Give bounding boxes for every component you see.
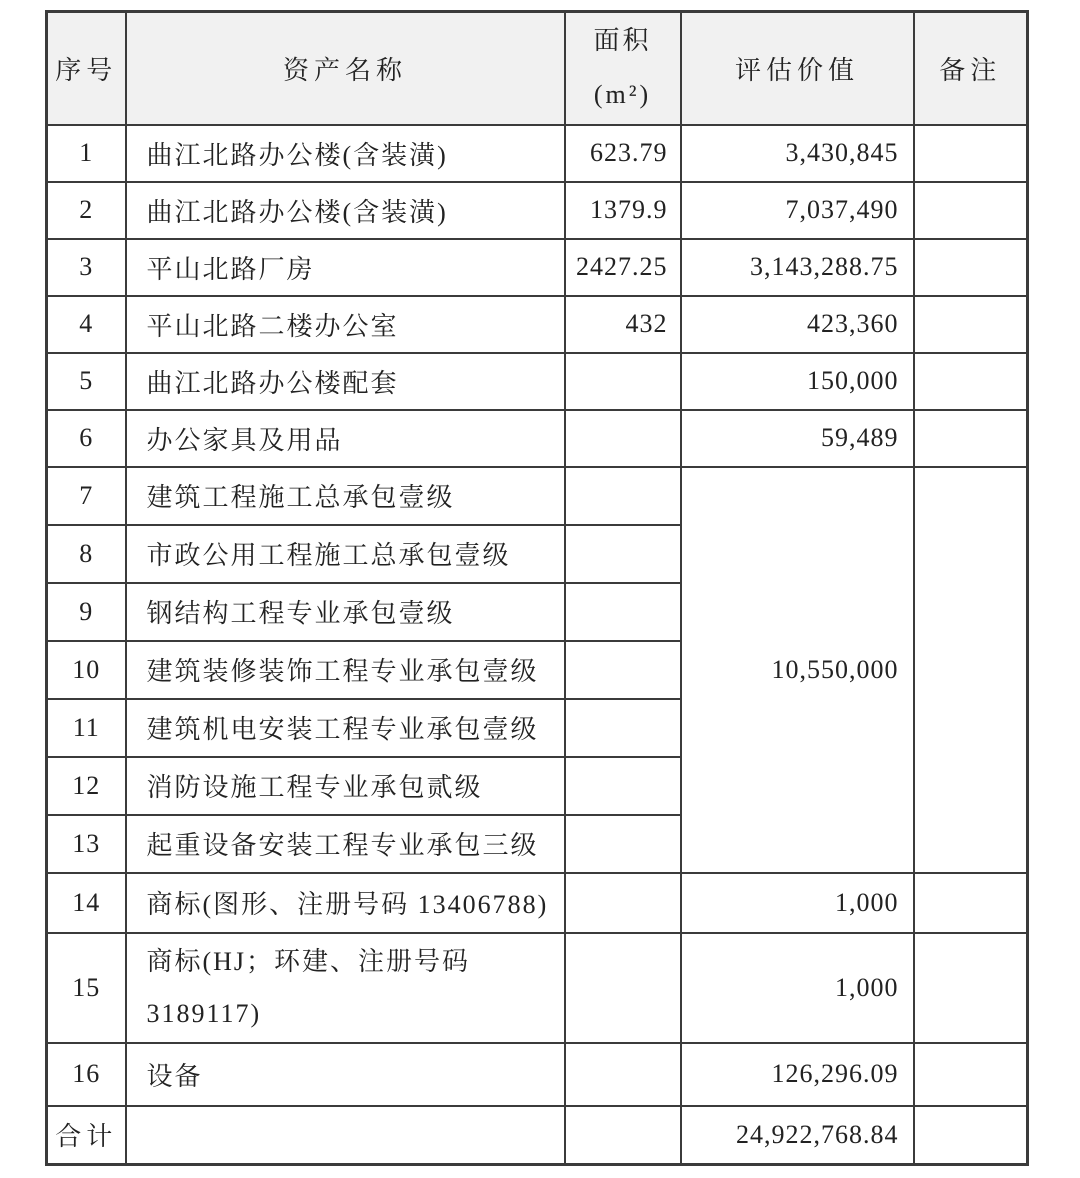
cell-value: 150,000 [681, 353, 914, 410]
cell-area: 623.79 [565, 125, 681, 182]
total-name-empty [126, 1106, 565, 1165]
table-row [47, 125, 1028, 182]
total-remark-empty [914, 1106, 1028, 1165]
cell-asset-name: 曲江北路办公楼配套 [126, 353, 565, 410]
cell-asset-name: 曲江北路办公楼(含装潢) [126, 125, 565, 182]
cell-remark [914, 125, 1028, 182]
cell-value-merged: 10,550,000 [681, 467, 914, 873]
cell-asset-name: 建筑机电安装工程专业承包壹级 [126, 699, 565, 757]
cell-area [565, 641, 681, 699]
cell-asset-name: 消防设施工程专业承包贰级 [126, 757, 565, 815]
cell-remark [914, 296, 1028, 353]
cell-asset-name: 商标(图形、注册号码 13406788) [126, 873, 565, 933]
cell-remark [914, 1043, 1028, 1106]
cell-no: 10 [47, 641, 126, 699]
cell-area [565, 525, 681, 583]
header-area-line1: 面积 [593, 26, 652, 56]
asset-name-line2: 3189117) [146, 998, 262, 1028]
cell-asset-name: 建筑工程施工总承包壹级 [126, 467, 565, 525]
cell-area [565, 699, 681, 757]
cell-no: 8 [47, 525, 126, 583]
cell-no: 4 [47, 296, 126, 353]
table-row [47, 239, 1028, 296]
cell-area [565, 933, 681, 1043]
cell-asset-name: 市政公用工程施工总承包壹级 [126, 525, 565, 583]
cell-value: 59,489 [681, 410, 914, 467]
cell-asset-name: 平山北路二楼办公室 [126, 296, 565, 353]
table-row [47, 873, 1028, 933]
total-label: 合计 [47, 1106, 126, 1165]
cell-value: 3,143,288.75 [681, 239, 914, 296]
cell-remark [914, 873, 1028, 933]
cell-no: 15 [47, 933, 126, 1043]
cell-asset-name: 平山北路厂房 [126, 239, 565, 296]
total-value: 24,922,768.84 [681, 1106, 914, 1165]
cell-asset-name: 起重设备安装工程专业承包三级 [126, 815, 565, 873]
cell-remark [914, 353, 1028, 410]
header-asset-name: 资产名称 [126, 12, 565, 125]
table-row [47, 467, 1028, 525]
asset-valuation-table [45, 10, 1029, 1166]
table-row [47, 296, 1028, 353]
cell-area [565, 467, 681, 525]
cell-asset-name: 设备 [126, 1043, 565, 1106]
cell-value: 126,296.09 [681, 1043, 914, 1106]
cell-no: 1 [47, 125, 126, 182]
cell-value: 7,037,490 [681, 182, 914, 239]
header-appraised-value: 评估价值 [681, 12, 914, 125]
cell-area: 2427.25 [565, 239, 681, 296]
header-row [47, 12, 1028, 125]
cell-asset-name: 钢结构工程专业承包壹级 [126, 583, 565, 641]
header-remark: 备注 [914, 12, 1028, 125]
cell-no: 9 [47, 583, 126, 641]
total-area-empty [565, 1106, 681, 1165]
cell-area [565, 583, 681, 641]
table-row [47, 1043, 1028, 1106]
cell-no: 5 [47, 353, 126, 410]
cell-remark [914, 410, 1028, 467]
header-area-line2: (m²) [593, 80, 652, 110]
table-row [47, 410, 1028, 467]
cell-remark [914, 182, 1028, 239]
cell-asset-name: 曲江北路办公楼(含装潢) [126, 182, 565, 239]
cell-asset-name: 建筑装修装饰工程专业承包壹级 [126, 641, 565, 699]
cell-remark [914, 239, 1028, 296]
table-row [47, 933, 1028, 1043]
cell-no: 16 [47, 1043, 126, 1106]
cell-area [565, 1043, 681, 1106]
cell-area [565, 353, 681, 410]
cell-value: 3,430,845 [681, 125, 914, 182]
cell-no: 3 [47, 239, 126, 296]
cell-no: 11 [47, 699, 126, 757]
table-row [47, 353, 1028, 410]
table-row [47, 182, 1028, 239]
cell-asset-name [126, 933, 565, 1043]
cell-no: 6 [47, 410, 126, 467]
header-area [565, 12, 681, 125]
cell-area [565, 815, 681, 873]
cell-value: 423,360 [681, 296, 914, 353]
cell-area [565, 757, 681, 815]
cell-area: 432 [565, 296, 681, 353]
cell-remark-merged [914, 467, 1028, 873]
cell-no: 14 [47, 873, 126, 933]
asset-name-line1: 商标(HJ；环建、注册号码 [146, 946, 471, 976]
total-row [47, 1106, 1028, 1165]
cell-value: 1,000 [681, 873, 914, 933]
cell-asset-name: 办公家具及用品 [126, 410, 565, 467]
cell-area: 1379.9 [565, 182, 681, 239]
cell-no: 13 [47, 815, 126, 873]
cell-area [565, 873, 681, 933]
cell-no: 7 [47, 467, 126, 525]
cell-remark [914, 933, 1028, 1043]
header-no: 序号 [47, 12, 126, 125]
cell-area [565, 410, 681, 467]
cell-no: 12 [47, 757, 126, 815]
cell-no: 2 [47, 182, 126, 239]
cell-value: 1,000 [681, 933, 914, 1043]
